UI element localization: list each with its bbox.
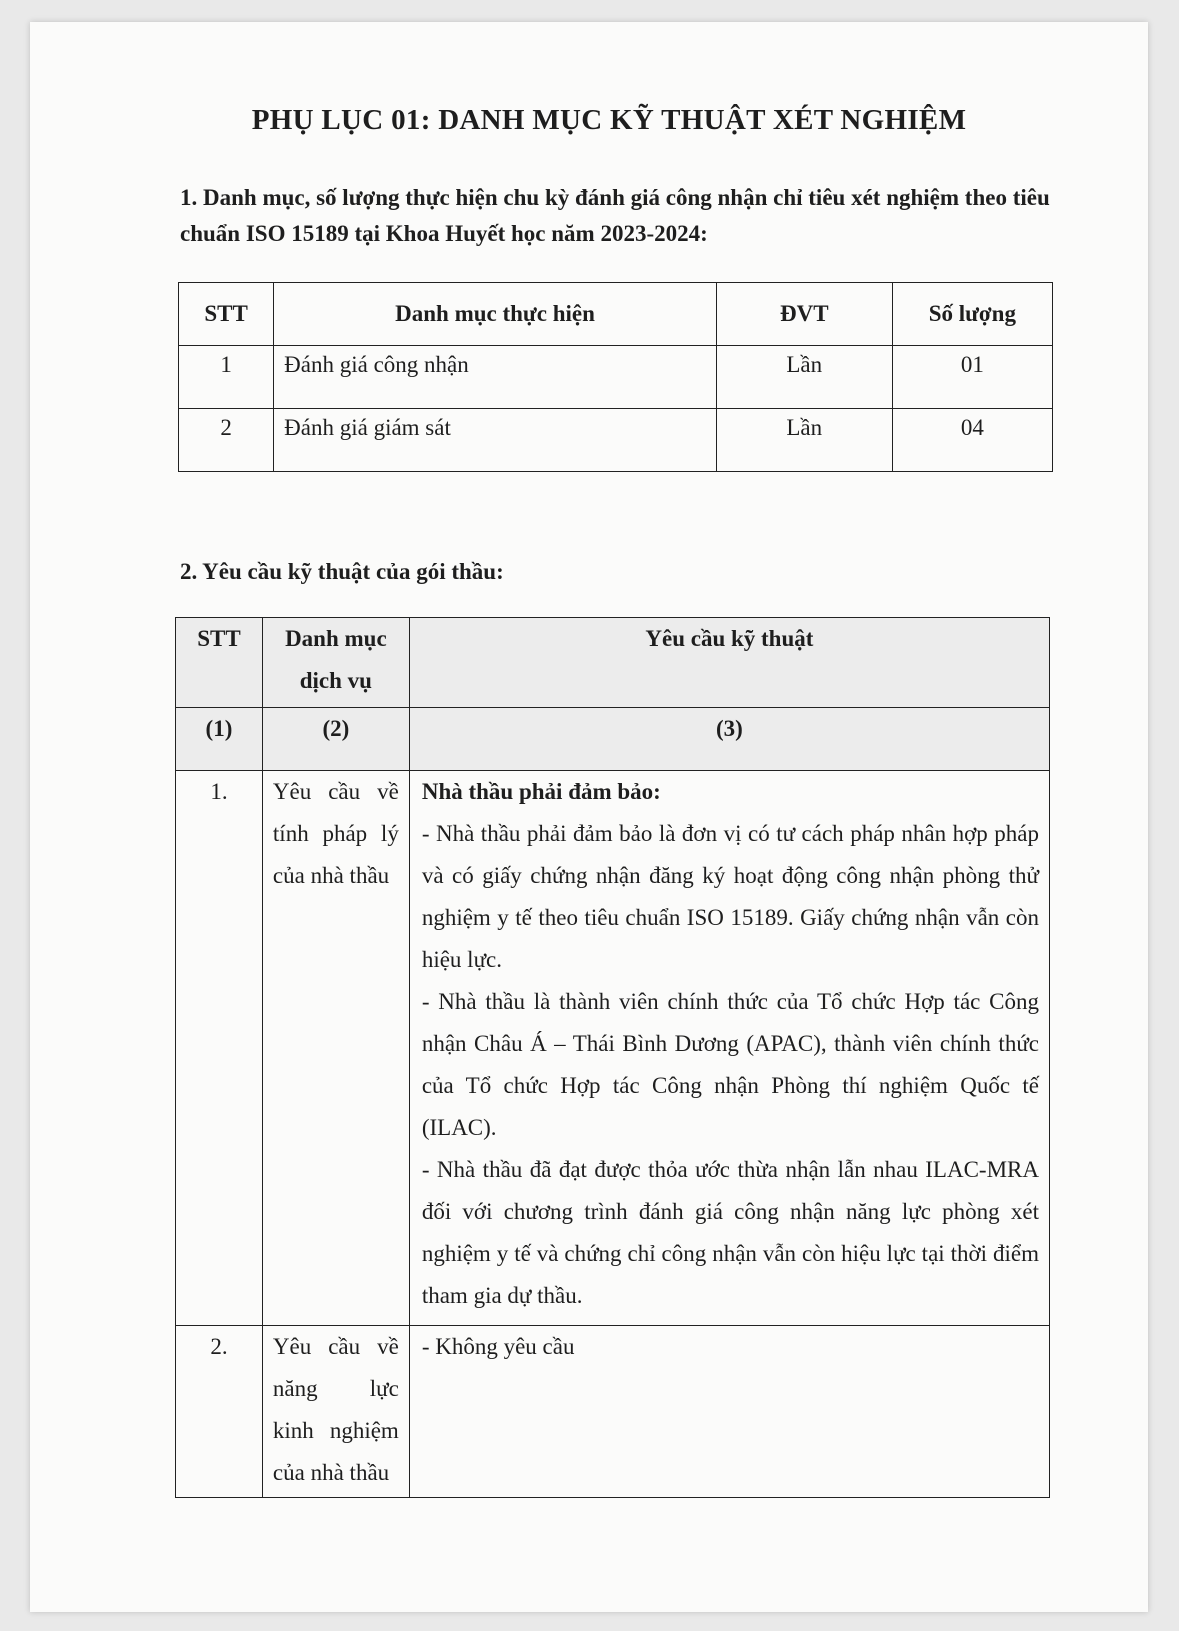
cell-requirement [409, 771, 1049, 1326]
table-row [179, 409, 1053, 472]
cell-item: Đánh giá công nhận [274, 346, 717, 409]
table-subheader-row [176, 708, 1050, 771]
header-requirement: Yêu cầu kỹ thuật [409, 618, 1049, 708]
requirements-table [175, 617, 1050, 1498]
document-title: PHỤ LỤC 01: DANH MỤC KỸ THUẬT XÉT NGHIỆM [251, 104, 967, 136]
table-header-row [176, 618, 1050, 708]
table-header-row [179, 283, 1053, 346]
header-unit: ĐVT [716, 283, 892, 346]
subheader-3: (3) [409, 708, 1049, 771]
header-quantity: Số lượng [892, 283, 1052, 346]
quantity-table [178, 282, 1053, 472]
requirement-lead: Nhà thầu phải đảm bảo: [421, 779, 661, 804]
cell-service: Yêu cầu về tính pháp lý của nhà thầu [262, 771, 409, 1326]
subheader-1: (1) [176, 708, 263, 771]
table-row [176, 771, 1050, 1326]
requirement-paragraph: - Nhà thầu phải đảm bảo là đơn vị có tư cách pháp nhân hợp pháp và có giấy chứng nhận đăng ký hoạt động công nhận phòng thử nghiệm y tế theo tiêu chuẩn ISO 15189. Giấy chứng nhận vẫn còn hiệu lực. [421, 821, 1039, 972]
requirement-paragraph: - Nhà thầu là thành viên chính thức của Tổ chức Hợp tác Công nhận Châu Á – Thái Bình Dương (APAC), thành viên chính thức của Tổ chức Hợp tác Công nhận Phòng thí nghiệm Quốc tế (ILAC). [421, 989, 1039, 1140]
table-row [176, 1326, 1050, 1498]
header-stt: STT [179, 283, 274, 346]
section-1-heading: 1. Danh mục, số lượng thực hiện chu kỳ đánh giá công nhận chỉ tiêu xét nghiệm theo tiêu chuẩn ISO 15189 tại Khoa Huyết học năm 2023-2024: [180, 185, 1050, 246]
header-service: Danh mục dịch vụ [262, 618, 409, 708]
subheader-2: (2) [262, 708, 409, 771]
table-row [179, 346, 1053, 409]
cell-quantity: 04 [892, 409, 1052, 472]
cell-stt: 2 [179, 409, 274, 472]
cell-stt: 2. [176, 1326, 263, 1498]
cell-unit: Lần [716, 409, 892, 472]
cell-requirement: - Không yêu cầu [409, 1326, 1049, 1498]
section-2-heading: 2. Yêu cầu kỹ thuật của gói thầu: [180, 559, 504, 584]
cell-quantity: 01 [892, 346, 1052, 409]
cell-stt: 1 [179, 346, 274, 409]
requirement-paragraph: - Nhà thầu đã đạt được thỏa ước thừa nhận lẫn nhau ILAC-MRA đối với chương trình đánh giá công nhận năng lực phòng xét nghiệm y tế và chứng chỉ công nhận vẫn còn hiệu lực tại thời điểm tham gia dự thầu. [421, 1157, 1039, 1308]
document-page [30, 22, 1148, 1612]
cell-unit: Lần [716, 346, 892, 409]
header-item: Danh mục thực hiện [274, 283, 717, 346]
header-stt: STT [176, 618, 263, 708]
cell-item: Đánh giá giám sát [274, 409, 717, 472]
cell-service: Yêu cầu về năng lực kinh nghiệm của nhà thầu [262, 1326, 409, 1498]
cell-stt: 1. [176, 771, 263, 1326]
